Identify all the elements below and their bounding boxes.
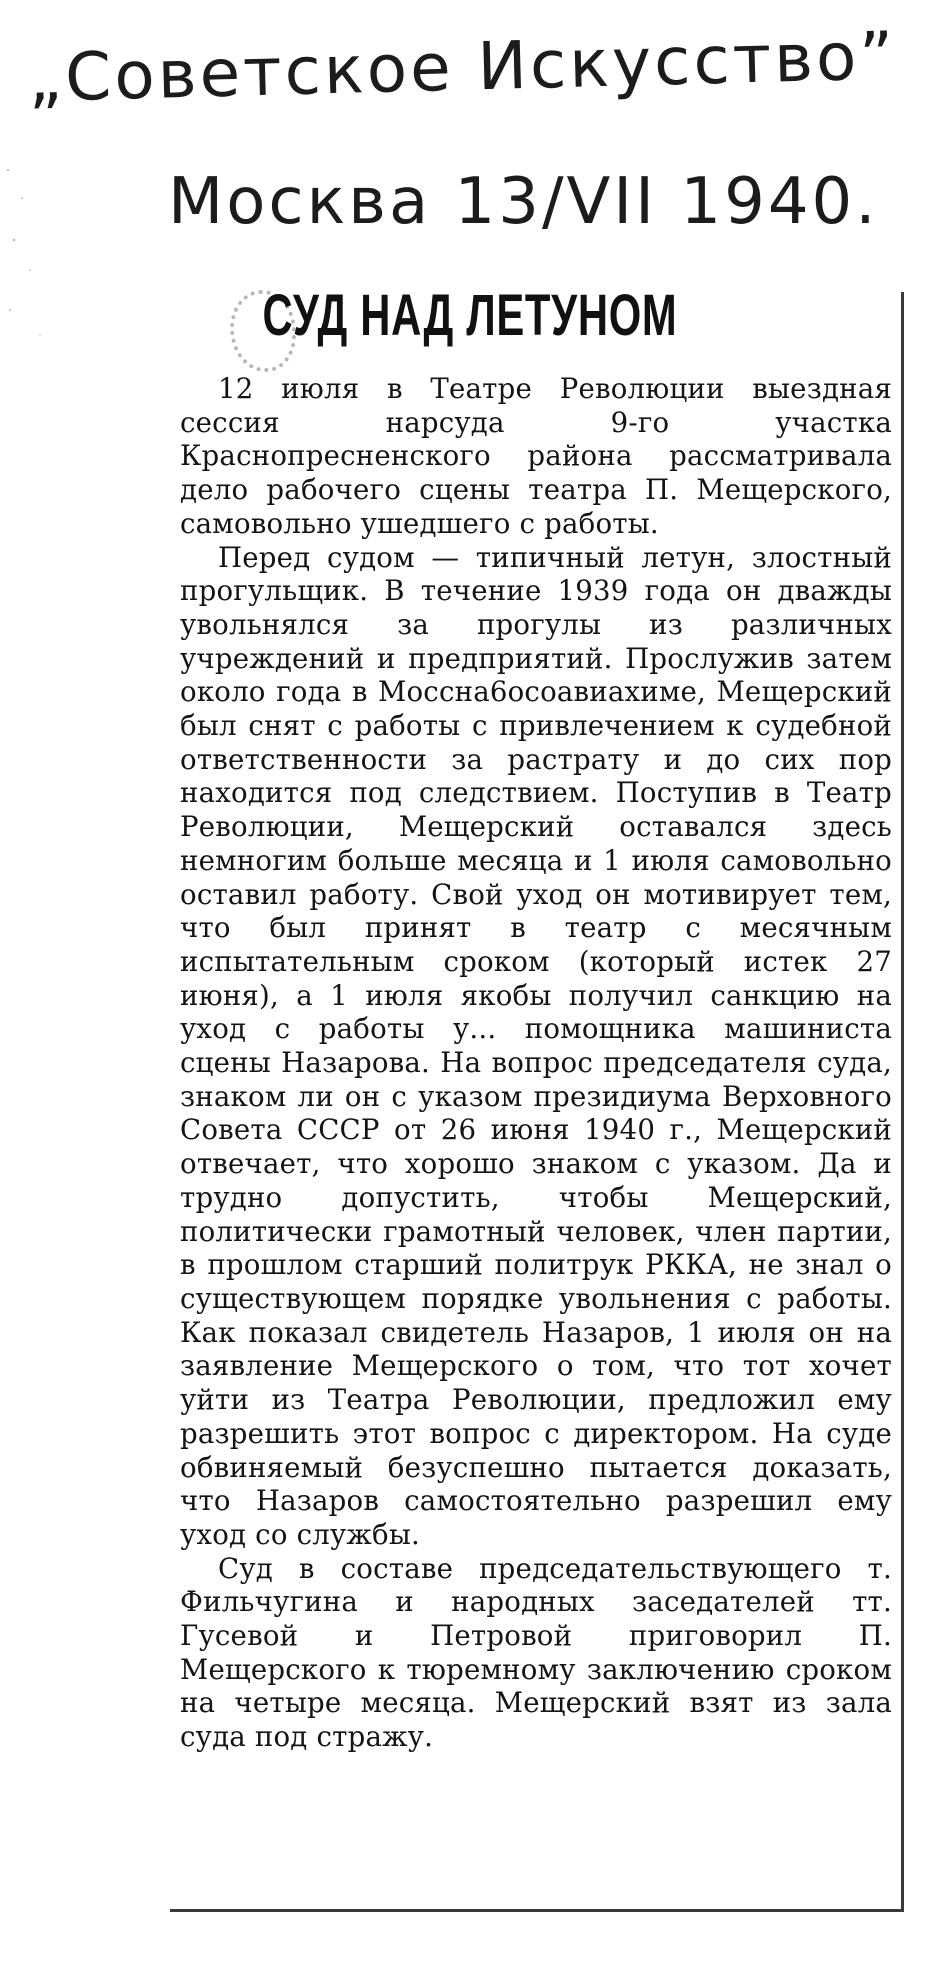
scan-specks [0,150,60,350]
article-paragraph-1: 12 июля в Театре Революции выездная сессия нарсуда 9-го участка Краснопресненского района рассматривала дело рабочего сцены театра П. Мещерского, самовольно ушедшего с работы. [180,372,892,540]
handwritten-date-note: Москва 13/VII 1940. [168,165,879,239]
handwritten-source-note: „Советское Искусство” [26,17,898,117]
article-headline: СУД НАД ЛЕТУНОМ [262,283,678,348]
article-paragraph-2: Перед судом — типичный летун, злостный прогульщик. В течение 1939 года он дважды увольнялся за прогулы из различных учреждений и предприятий. Прослужив затем около года в Моссна6осоавиахиме, Мещерский был снят с работы с привлечением к судебной ответственности за растрату и до сих пор находится под следствием. Поступив в Театр Революции, Мещерский оставался здесь немногим больше месяца и 1 июля самовольно оставил работу. Свой уход он мотивирует тем, что был принят в театр с месячным испытательным сроком (который истек 27 июня), а 1 июля якобы получил санкцию на уход с работы у... помощника машиниста сцены Назарова. На вопрос председателя суда, знаком ли он с указом президиума Верховного Совета СССР от 26 июня 1940 г., Мещерский отвечает, что хорошо знаком с указом. Да и трудно допустить, чтобы Мещерский, политически грамотный человек, член партии, в прошлом старший политрук РККА, не знал о существующем порядке увольнения с работы. Как показал свидетель Назаров, 1 июля он на заявление Мещерского о том, что тот хочет уйти из Театра Революции, предложил ему разрешить этот вопрос с директором. На суде обвиняемый безуспешно пытается доказать, что Назаров самостоятельно разрешил ему уход со службы. [180,540,892,1551]
article-paragraph-3: Суд в составе председательствующего т. Фильчугина и народных заседателей тт. Гусевой и Петровой приговорил П. Мещерского к тюремному заключению сроком на четыре месяца. Мещерский взят из зала суда под стражу. [180,1551,892,1754]
article-body [180,372,892,1754]
